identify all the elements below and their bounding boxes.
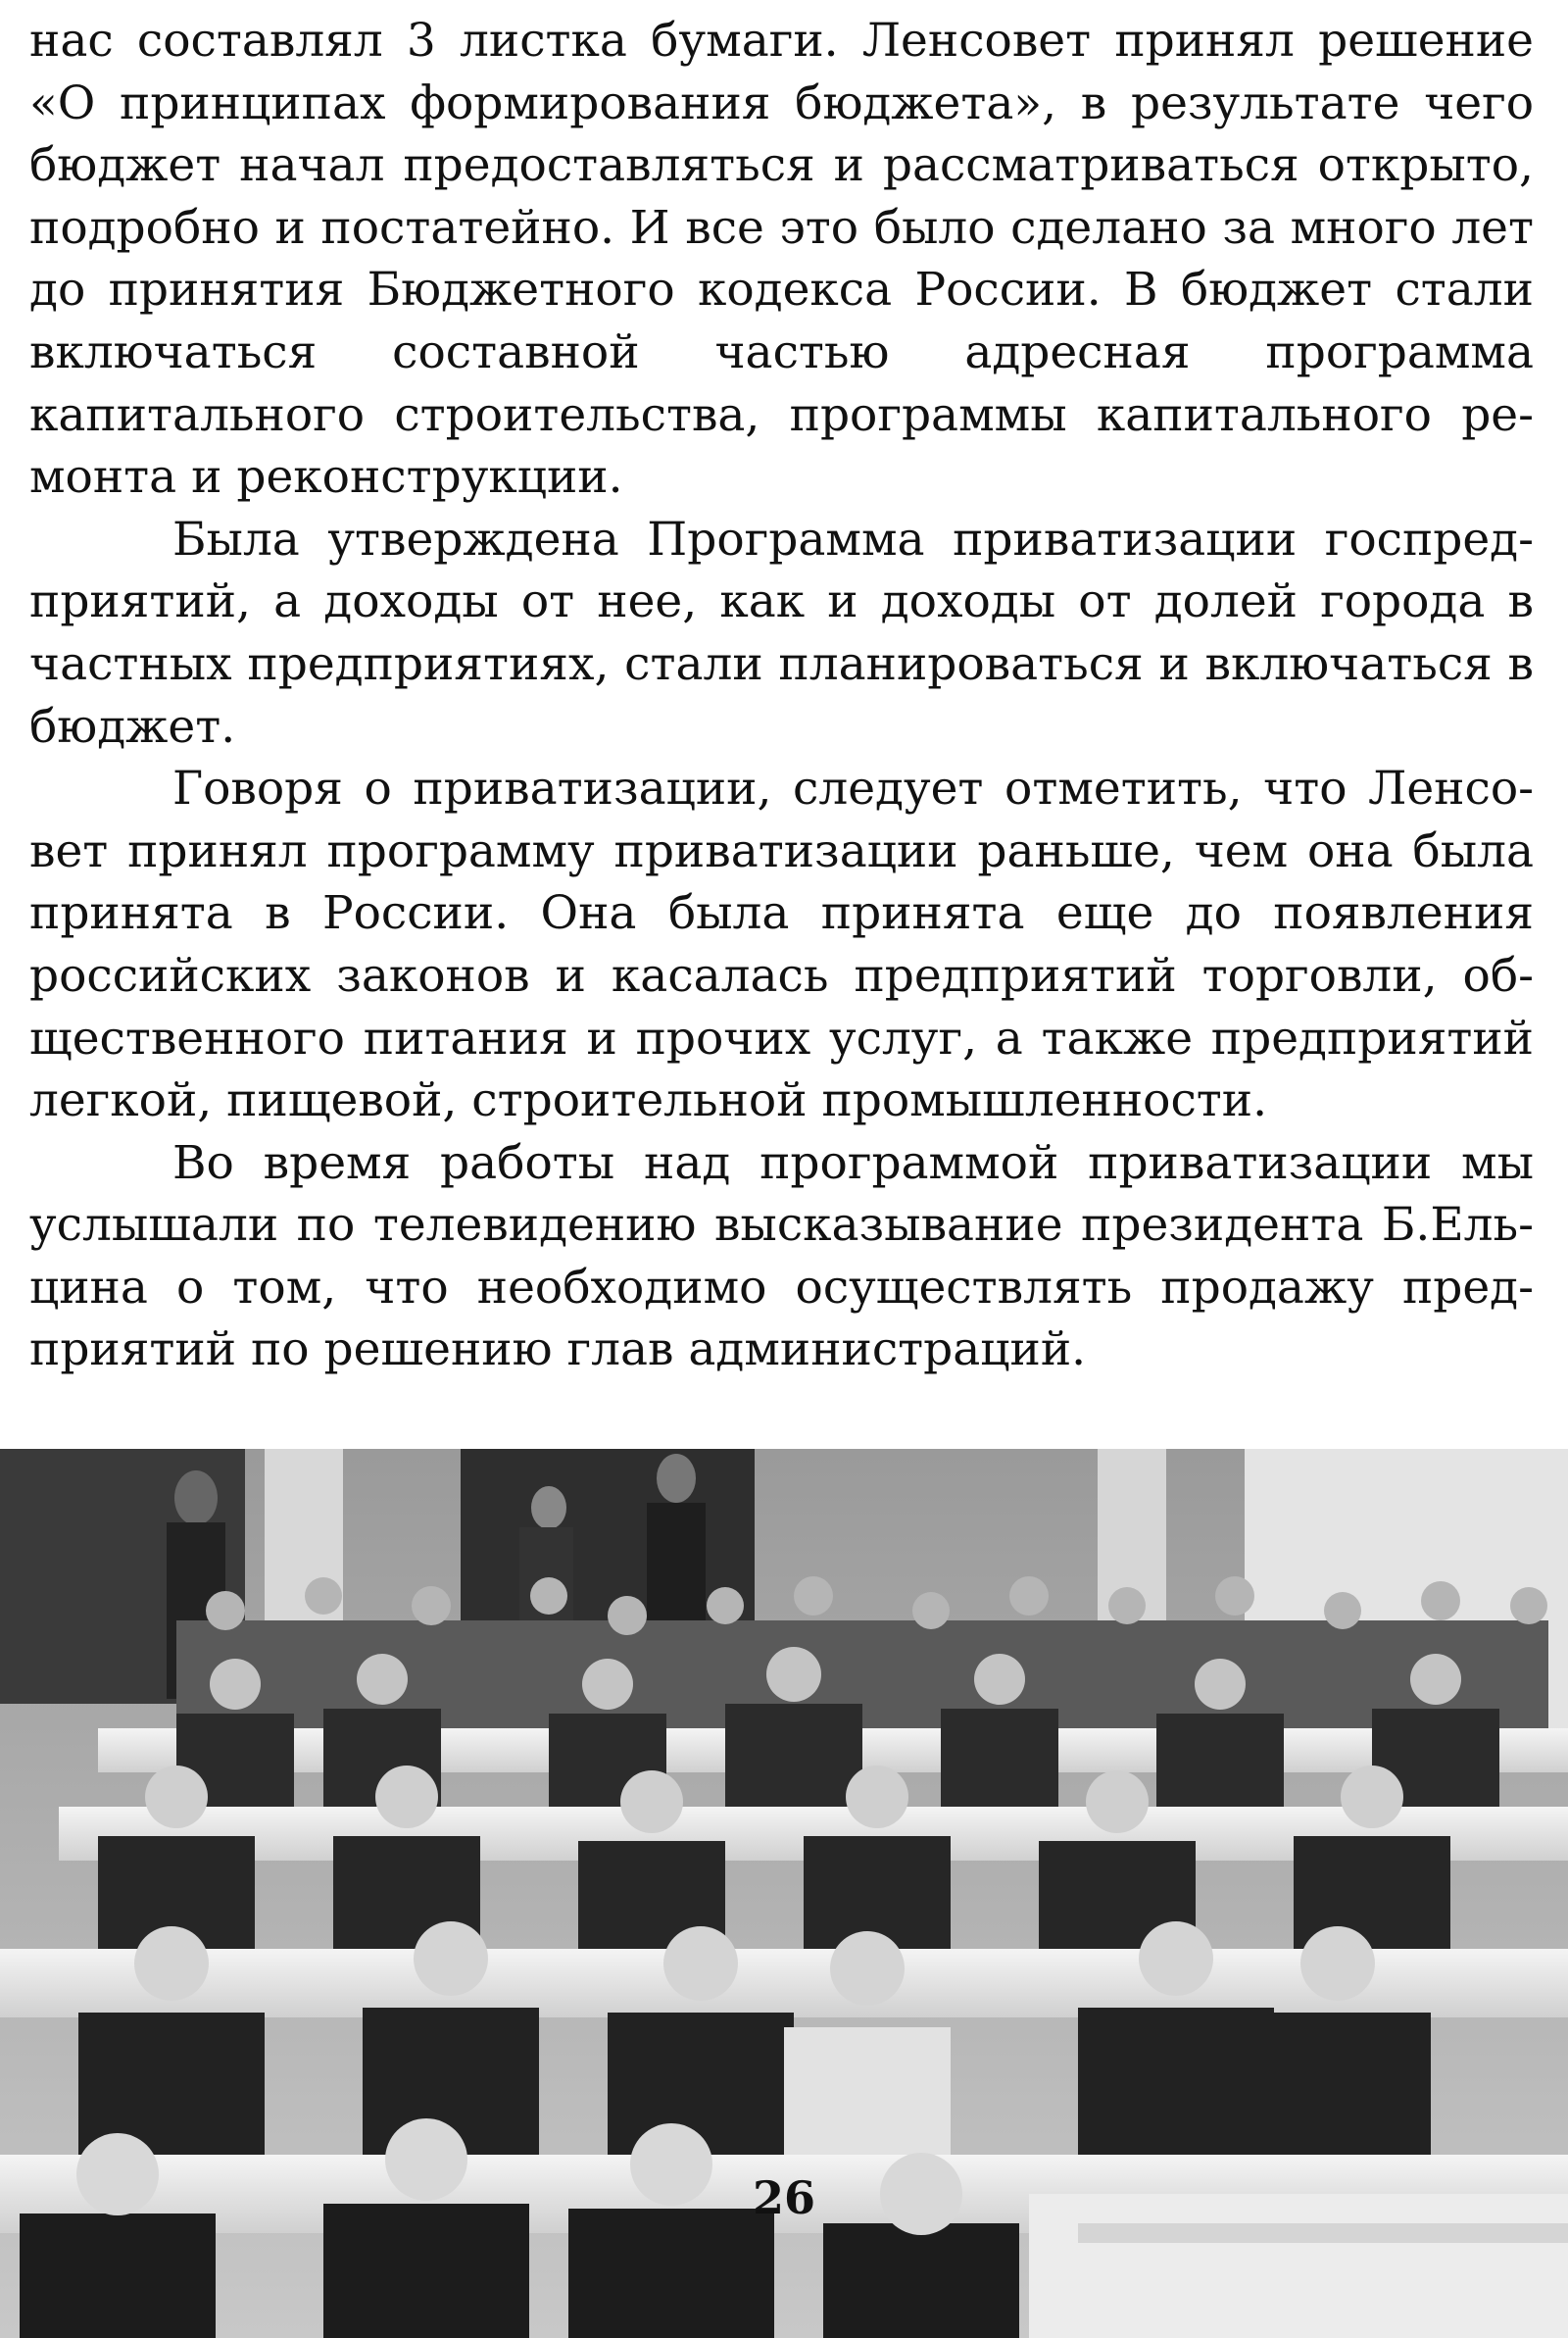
paragraph-3: Говоря о приватизации, следует отметить, что Ленсо-вет принял программу приватизации раньше, чем она была принята в России. Она была принята еще до появления российских законов и касалась предприятий торговли, об-щественного питания и прочих услуг, а также предприятий легкой, пищевой, строительной промышленности. [29, 762, 1534, 1128]
page-number: 26 [752, 2171, 815, 2224]
paragraph-4: Во время работы над программой приватизации мы услышали по телевидению высказывание президента Б.Ель-цина о том, что необходимо осуществлять продажу пред-приятий по решению глав администраций. [29, 1135, 1534, 1377]
paragraph-2: Была утверждена Программа приватизации госпред-приятий, а доходы от нее, как и доходы от долей города в частных предприятиях, стали планироваться и включаться в бюджет. [29, 512, 1534, 754]
body-text [29, 10, 1534, 1381]
paragraph-1: нас составлял 3 листка бумаги. Ленсовет принял решение «О принципах формирования бюджета», в результате чего бюджет начал предоставляться и рассматриваться открыто, подробно и постатейно. И все это было сделано за много лет до принятия Бюджетного кодекса России. В бюджет стали включаться составной частью адресная программа капитального строительства, программы капитального ре-монта и реконструкции. [29, 14, 1534, 505]
